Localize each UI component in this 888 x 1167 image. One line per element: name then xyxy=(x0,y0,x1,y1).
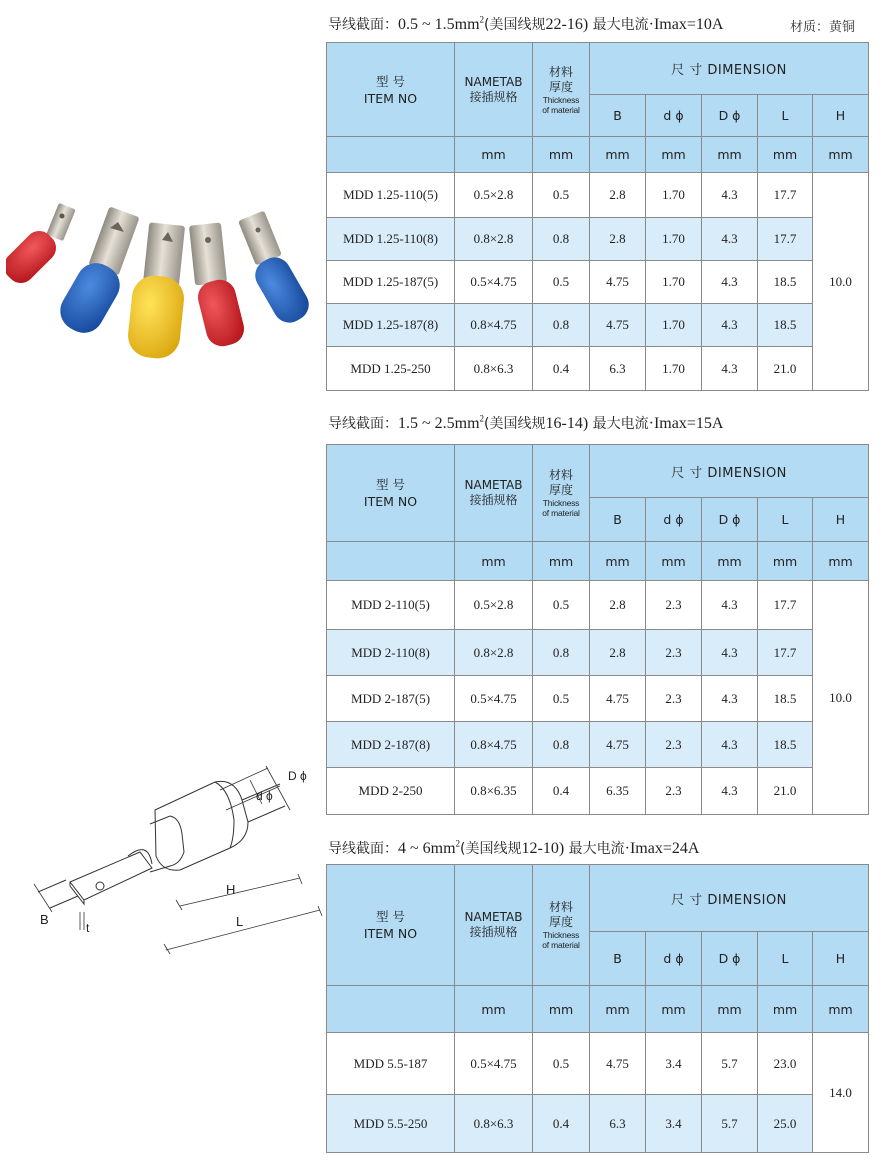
cell-dphi-big: 4.3 xyxy=(702,630,758,676)
blue-terminal-2 xyxy=(238,211,315,329)
header-nametab: NAMETAB 接插规格 xyxy=(455,43,533,137)
label-b: B xyxy=(40,912,49,927)
yellow-terminal xyxy=(126,222,186,360)
cell-l: 25.0 xyxy=(758,1095,813,1153)
cell-dphi-big: 4.3 xyxy=(702,173,758,218)
header-dphi-small: d ϕ xyxy=(646,95,702,137)
cell-item: MDD 5.5-250 xyxy=(327,1095,455,1153)
cell-item: MDD 2-110(5) xyxy=(327,581,455,630)
table-row xyxy=(327,581,869,630)
header-h: H xyxy=(813,932,869,986)
cell-l: 17.7 xyxy=(758,581,813,630)
spec-table-2 xyxy=(326,444,869,815)
cell-thickness: 0.8 xyxy=(533,304,590,347)
cell-nametab: 0.5×2.8 xyxy=(455,581,533,630)
header-unit: mm xyxy=(455,542,533,581)
cell-nametab: 0.8×2.8 xyxy=(455,218,533,261)
cell-thickness: 0.8 xyxy=(533,218,590,261)
section-3-heading: 导线截面：4 ~ $6mm^2$(美国线规12-10) 最大电流·Imax=24A xyxy=(328,838,700,857)
header-unit-blank xyxy=(327,542,455,581)
cell-nametab: 0.8×6.35 xyxy=(455,768,533,815)
cell-l: 18.5 xyxy=(758,722,813,768)
cell-dphi-big: 4.3 xyxy=(702,676,758,722)
section-1-heading: 导线截面：0.5 ~ $1.5mm^2$(美国线规22-16) 最大电流·Imax=10A xyxy=(328,14,724,33)
header-unit: mm xyxy=(455,986,533,1033)
header-unit-blank xyxy=(327,986,455,1033)
header-unit: mm xyxy=(590,542,646,581)
cell-dphi-big: 4.3 xyxy=(702,722,758,768)
cell-thickness: 0.5 xyxy=(533,261,590,304)
table-row xyxy=(327,218,869,261)
header-unit: mm xyxy=(758,137,813,173)
header-unit: mm xyxy=(533,542,590,581)
label-d-phi-small: d ϕ xyxy=(256,789,273,803)
cell-nametab: 0.5×2.8 xyxy=(455,173,533,218)
header-nametab: NAMETAB 接插规格 xyxy=(455,865,533,986)
table-row xyxy=(327,768,869,815)
header-b: B xyxy=(590,932,646,986)
cell-l: 18.5 xyxy=(758,676,813,722)
cell-nametab: 0.8×2.8 xyxy=(455,630,533,676)
cell-b: 2.8 xyxy=(590,218,646,261)
cell-nametab: 0.8×4.75 xyxy=(455,722,533,768)
label-d-phi-big: D ϕ xyxy=(288,769,307,783)
label-h: H xyxy=(226,882,236,897)
header-l: L xyxy=(758,95,813,137)
header-unit: mm xyxy=(646,137,702,173)
cell-dphi-small: 2.3 xyxy=(646,722,702,768)
header-unit: mm xyxy=(533,137,590,173)
cell-thickness: 0.4 xyxy=(533,1095,590,1153)
red-terminal-2 xyxy=(189,222,247,349)
table-row xyxy=(327,261,869,304)
section-2-heading: 导线截面：1.5 ~ $2.5mm^2$(美国线规16-14) 最大电流·Imax=15A xyxy=(328,413,724,432)
cell-dphi-big: 4.3 xyxy=(702,581,758,630)
cell-item: MDD 2-187(5) xyxy=(327,676,455,722)
header-nametab: NAMETAB 接插规格 xyxy=(455,445,533,542)
header-item-no: 型 号 ITEM NO xyxy=(327,43,455,137)
cell-dphi-big: 5.7 xyxy=(702,1095,758,1153)
cell-b: 4.75 xyxy=(590,1033,646,1095)
cell-dphi-small: 2.3 xyxy=(646,676,702,722)
cell-l: 17.7 xyxy=(758,630,813,676)
cell-h: 10.0 xyxy=(813,173,869,391)
cell-dphi-small: 1.70 xyxy=(646,304,702,347)
cell-dphi-big: 4.3 xyxy=(702,768,758,815)
cell-dphi-small: 1.70 xyxy=(646,173,702,218)
cell-l: 17.7 xyxy=(758,173,813,218)
header-item-no: 型 号 ITEM NO xyxy=(327,445,455,542)
cell-h: 10.0 xyxy=(813,581,869,815)
cell-l: 21.0 xyxy=(758,768,813,815)
cell-l: 18.5 xyxy=(758,304,813,347)
cell-thickness: 0.4 xyxy=(533,347,590,391)
cell-b: 2.8 xyxy=(590,173,646,218)
header-unit: mm xyxy=(646,542,702,581)
cell-item: MDD 1.25-250 xyxy=(327,347,455,391)
cell-dphi-small: 1.70 xyxy=(646,261,702,304)
cell-item: MDD 1.25-187(8) xyxy=(327,304,455,347)
cell-item: MDD 2-110(8) xyxy=(327,630,455,676)
cell-dphi-small: 3.4 xyxy=(646,1033,702,1095)
header-dphi-big: D ϕ xyxy=(702,932,758,986)
table-row xyxy=(327,304,869,347)
red-terminal-1 xyxy=(6,203,76,289)
header-unit: mm xyxy=(702,137,758,173)
header-dimension: 尺 寸 DIMENSION xyxy=(590,445,869,498)
cell-thickness: 0.5 xyxy=(533,676,590,722)
cell-dphi-small: 2.3 xyxy=(646,581,702,630)
cell-dphi-big: 4.3 xyxy=(702,261,758,304)
header-b: B xyxy=(590,95,646,137)
label-l: L xyxy=(236,914,244,929)
cell-b: 6.35 xyxy=(590,768,646,815)
cell-l: 21.0 xyxy=(758,347,813,391)
cell-thickness: 0.5 xyxy=(533,173,590,218)
header-l: L xyxy=(758,498,813,542)
cell-b: 2.8 xyxy=(590,581,646,630)
cell-b: 6.3 xyxy=(590,1095,646,1153)
header-dphi-small: d ϕ xyxy=(646,498,702,542)
label-t: t xyxy=(86,921,90,935)
header-dphi-small: d ϕ xyxy=(646,932,702,986)
header-unit: mm xyxy=(455,137,533,173)
cell-item: MDD 2-250 xyxy=(327,768,455,815)
table-row xyxy=(327,722,869,768)
header-unit-blank xyxy=(327,137,455,173)
header-dimension: 尺 寸 DIMENSION xyxy=(590,43,869,95)
cell-b: 2.8 xyxy=(590,630,646,676)
header-dphi-big: D ϕ xyxy=(702,498,758,542)
table-row xyxy=(327,1033,869,1095)
cell-dphi-big: 4.3 xyxy=(702,304,758,347)
header-l: L xyxy=(758,932,813,986)
cell-b: 4.75 xyxy=(590,304,646,347)
cell-item: MDD 2-187(8) xyxy=(327,722,455,768)
header-unit: mm xyxy=(758,542,813,581)
cell-nametab: 0.5×4.75 xyxy=(455,1033,533,1095)
cell-b: 4.75 xyxy=(590,676,646,722)
spec-table-3 xyxy=(326,864,869,1153)
cell-thickness: 0.4 xyxy=(533,768,590,815)
header-unit: mm xyxy=(758,986,813,1033)
header-unit: mm xyxy=(533,986,590,1033)
header-item-no: 型 号 ITEM NO xyxy=(327,865,455,986)
cell-dphi-small: 1.70 xyxy=(646,347,702,391)
header-dimension: 尺 寸 DIMENSION xyxy=(590,865,869,932)
cell-nametab: 0.8×6.3 xyxy=(455,1095,533,1153)
cell-nametab: 0.8×6.3 xyxy=(455,347,533,391)
cell-l: 23.0 xyxy=(758,1033,813,1095)
cell-thickness: 0.8 xyxy=(533,630,590,676)
cell-dphi-big: 5.7 xyxy=(702,1033,758,1095)
table-row xyxy=(327,173,869,218)
spec-table-1 xyxy=(326,42,869,391)
cell-thickness: 0.5 xyxy=(533,1033,590,1095)
cell-item: MDD 1.25-187(5) xyxy=(327,261,455,304)
header-unit: mm xyxy=(702,986,758,1033)
header-unit: mm xyxy=(813,137,869,173)
cell-nametab: 0.5×4.75 xyxy=(455,261,533,304)
cell-item: MDD 5.5-187 xyxy=(327,1033,455,1095)
header-dphi-big: D ϕ xyxy=(702,95,758,137)
header-thickness: 材料 厚度 Thickness of material xyxy=(533,445,590,542)
cell-nametab: 0.5×4.75 xyxy=(455,676,533,722)
header-thickness: 材料 厚度 Thickness of material xyxy=(533,865,590,986)
header-unit: mm xyxy=(590,137,646,173)
cell-thickness: 0.5 xyxy=(533,581,590,630)
cell-item: MDD 1.25-110(8) xyxy=(327,218,455,261)
header-h: H xyxy=(813,95,869,137)
header-unit: mm xyxy=(590,986,646,1033)
table-row xyxy=(327,630,869,676)
header-unit: mm xyxy=(646,986,702,1033)
material-note: 材质：黄铜 xyxy=(790,20,856,35)
technical-drawing xyxy=(30,760,330,960)
table-row xyxy=(327,347,869,391)
cell-dphi-small: 2.3 xyxy=(646,630,702,676)
cell-l: 17.7 xyxy=(758,218,813,261)
table-row xyxy=(327,1095,869,1153)
cell-l: 18.5 xyxy=(758,261,813,304)
cell-dphi-small: 3.4 xyxy=(646,1095,702,1153)
header-thickness: 材料 厚度 Thickness of material xyxy=(533,43,590,137)
header-h: H xyxy=(813,498,869,542)
header-b: B xyxy=(590,498,646,542)
cell-nametab: 0.8×4.75 xyxy=(455,304,533,347)
product-photo xyxy=(6,200,316,365)
cell-dphi-big: 4.3 xyxy=(702,218,758,261)
cell-dphi-big: 4.3 xyxy=(702,347,758,391)
cell-dphi-small: 1.70 xyxy=(646,218,702,261)
cell-item: MDD 1.25-110(5) xyxy=(327,173,455,218)
table-row xyxy=(327,676,869,722)
cell-h: 14.0 xyxy=(813,1033,869,1153)
cell-b: 4.75 xyxy=(590,261,646,304)
cell-dphi-small: 2.3 xyxy=(646,768,702,815)
cell-b: 4.75 xyxy=(590,722,646,768)
header-unit: mm xyxy=(813,542,869,581)
cell-b: 6.3 xyxy=(590,347,646,391)
header-unit: mm xyxy=(813,986,869,1033)
cell-thickness: 0.8 xyxy=(533,722,590,768)
header-unit: mm xyxy=(702,542,758,581)
